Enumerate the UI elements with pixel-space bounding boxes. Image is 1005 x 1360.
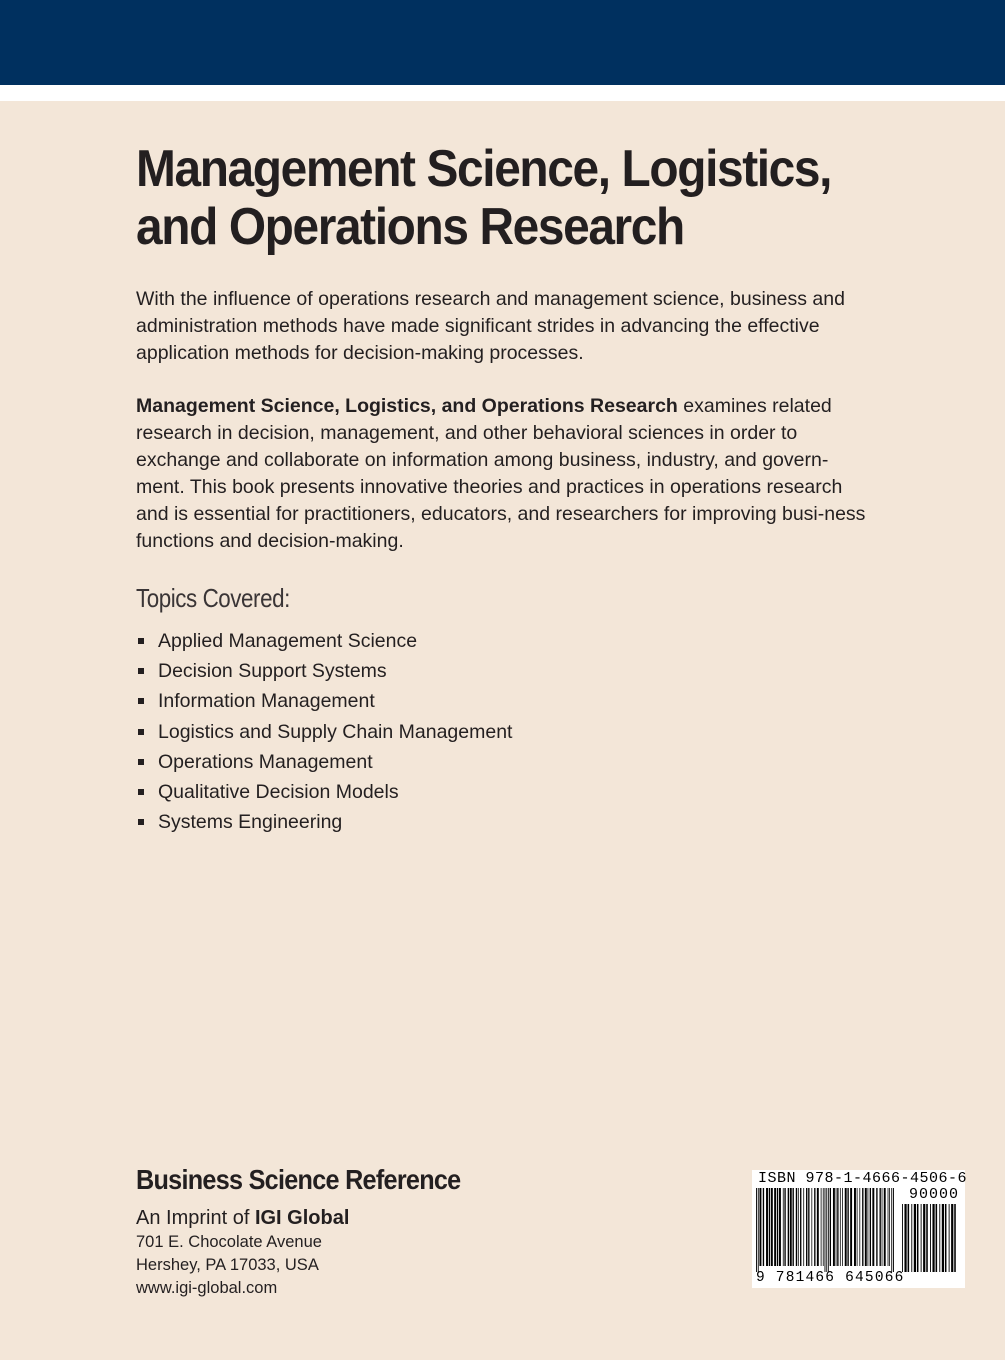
barcode-bar — [872, 1188, 874, 1266]
description-paragraph — [136, 393, 876, 555]
barcode-bar — [939, 1204, 940, 1272]
barcode-bar — [837, 1188, 838, 1266]
barcode-bar — [769, 1188, 770, 1266]
barcode-bar — [889, 1188, 890, 1266]
bullet-icon — [138, 638, 144, 644]
barcode-bar — [803, 1188, 804, 1266]
barcode-bar — [859, 1188, 860, 1266]
topics-list — [136, 626, 876, 837]
barcode-bar — [800, 1188, 801, 1266]
imprint-name: Business Science Reference — [136, 1164, 461, 1195]
topic-item — [136, 656, 876, 686]
topic-item — [136, 747, 876, 777]
barcode-bar — [850, 1188, 852, 1266]
topic-item — [136, 717, 876, 747]
barcode-bar — [823, 1188, 824, 1266]
barcode-bar — [857, 1188, 858, 1266]
barcode-bar — [790, 1188, 792, 1266]
barcode-bar — [917, 1204, 919, 1272]
top-white-rule — [0, 85, 1005, 101]
addon-barcode-bars — [902, 1204, 960, 1272]
barcode-bar — [870, 1188, 871, 1266]
barcode-bar — [840, 1188, 841, 1266]
barcode-bar — [884, 1188, 886, 1266]
barcode-bar — [945, 1204, 947, 1272]
barcode-bar — [845, 1188, 847, 1266]
barcode-bar — [936, 1204, 938, 1272]
address-line-1: 701 E. Chocolate Avenue — [136, 1233, 322, 1251]
barcode-bar — [759, 1188, 761, 1266]
bullet-icon — [138, 759, 144, 765]
barcode-bar — [914, 1204, 916, 1272]
barcode-bar — [888, 1188, 889, 1266]
isbn-barcode — [752, 1170, 968, 1288]
bullet-icon — [138, 819, 144, 825]
imprint-prefix: An Imprint of — [136, 1207, 255, 1229]
topic-label: Applied Management Science — [158, 630, 418, 652]
barcode-bar — [777, 1188, 778, 1266]
imprint-line — [136, 1205, 636, 1231]
barcode-bar — [868, 1188, 869, 1266]
barcode-bar — [862, 1188, 863, 1266]
ean-digits: 9 781466 645066 — [756, 1270, 905, 1286]
barcode-bar — [793, 1188, 794, 1266]
barcode-bar — [788, 1188, 789, 1266]
barcode-bar — [880, 1188, 881, 1266]
barcode-bar — [921, 1204, 922, 1272]
barcode-bar — [784, 1188, 785, 1266]
barcode-bar — [763, 1188, 764, 1266]
topic-label: Decision Support Systems — [158, 660, 387, 683]
barcode-bar — [908, 1204, 910, 1272]
intro-paragraph: With the influence of operations research and management science, business and administration methods have made significant strides in advancing the effective application methods for decision-making processes. — [136, 288, 845, 364]
topics-heading: Topics Covered: — [136, 583, 290, 613]
barcode-bar — [932, 1204, 934, 1272]
barcode-bar — [882, 1188, 883, 1266]
barcode-bar — [783, 1188, 784, 1266]
description-title: Management Science, Logistics, and Operations Research — [136, 395, 678, 417]
bullet-icon — [138, 668, 144, 674]
barcode-bar — [842, 1188, 843, 1266]
bullet-icon — [138, 789, 144, 795]
barcode-bar — [774, 1188, 776, 1266]
barcode-bar — [771, 1188, 773, 1266]
barcode-bar — [942, 1204, 944, 1272]
barcode-bar — [902, 1204, 903, 1272]
barcode-bar — [817, 1188, 819, 1266]
book-title: Management Science, Logistics, and Operations Research — [136, 140, 832, 256]
barcode-bar — [821, 1188, 822, 1266]
topic-label: Operations Management — [158, 750, 373, 773]
topic-label: Qualitative Decision Models — [158, 781, 399, 804]
barcode-bar — [954, 1204, 956, 1272]
barcode-bar — [811, 1188, 812, 1266]
barcode-bar — [847, 1188, 848, 1266]
isbn-number: ISBN 978-1-4666-4506-6 — [758, 1170, 968, 1187]
topic-item — [136, 777, 876, 807]
barcode-bar — [826, 1188, 827, 1272]
barcode-bar — [828, 1188, 829, 1272]
bullet-icon — [138, 729, 144, 735]
price-code: 90000 — [908, 1186, 959, 1203]
topic-label: Information Management — [158, 690, 375, 713]
barcode-bar — [949, 1204, 950, 1272]
barcode-bar — [891, 1188, 892, 1272]
barcode-bar — [951, 1204, 953, 1272]
topic-label: Systems Engineering — [158, 811, 343, 834]
barcode-bar — [808, 1188, 809, 1266]
barcode-bar — [930, 1204, 931, 1272]
barcode-bar — [766, 1188, 768, 1266]
parent-publisher: IGI Global — [254, 1207, 350, 1229]
back-cover-content — [136, 140, 876, 837]
barcode-bar — [758, 1188, 759, 1272]
barcode-bar — [796, 1188, 797, 1266]
barcode-bar — [904, 1204, 906, 1272]
description-text: examines related research in decision, management, and other behavioral sciences in order to exchange and collaborate on information among business, industry, and govern-ment. This book presents innovative theories and practices in operations research and is essential for practitioners, educators, and researchers for improving busi-ness functions and decision-making. — [136, 395, 866, 552]
top-color-band — [0, 0, 1005, 85]
barcode-bar — [865, 1188, 867, 1266]
publisher-block — [136, 1163, 636, 1300]
barcode-bar — [893, 1188, 894, 1272]
website: www.igi-global.com — [136, 1279, 278, 1297]
barcode-bar — [798, 1188, 799, 1266]
barcode-bar — [830, 1188, 831, 1266]
barcode-bar — [825, 1188, 826, 1272]
barcode-bar — [756, 1188, 757, 1272]
topic-label: Logistics and Supply Chain Management — [158, 720, 513, 743]
barcode-bar — [779, 1188, 781, 1266]
barcode-bar — [876, 1188, 877, 1266]
barcode-bars — [756, 1188, 898, 1272]
barcode-bar — [911, 1204, 912, 1272]
barcode-bar — [923, 1204, 925, 1272]
topic-item — [136, 686, 876, 716]
address-line-2: Hershey, PA 17033, USA — [136, 1256, 319, 1274]
barcode-bar — [833, 1188, 835, 1266]
barcode-bar — [854, 1188, 856, 1266]
barcode-bar — [814, 1188, 815, 1266]
topic-item — [136, 626, 876, 656]
bullet-icon — [138, 698, 144, 704]
barcode-bar — [836, 1188, 837, 1266]
barcode-bar — [806, 1188, 807, 1266]
topic-item — [136, 807, 876, 837]
barcode-bar — [926, 1204, 928, 1272]
